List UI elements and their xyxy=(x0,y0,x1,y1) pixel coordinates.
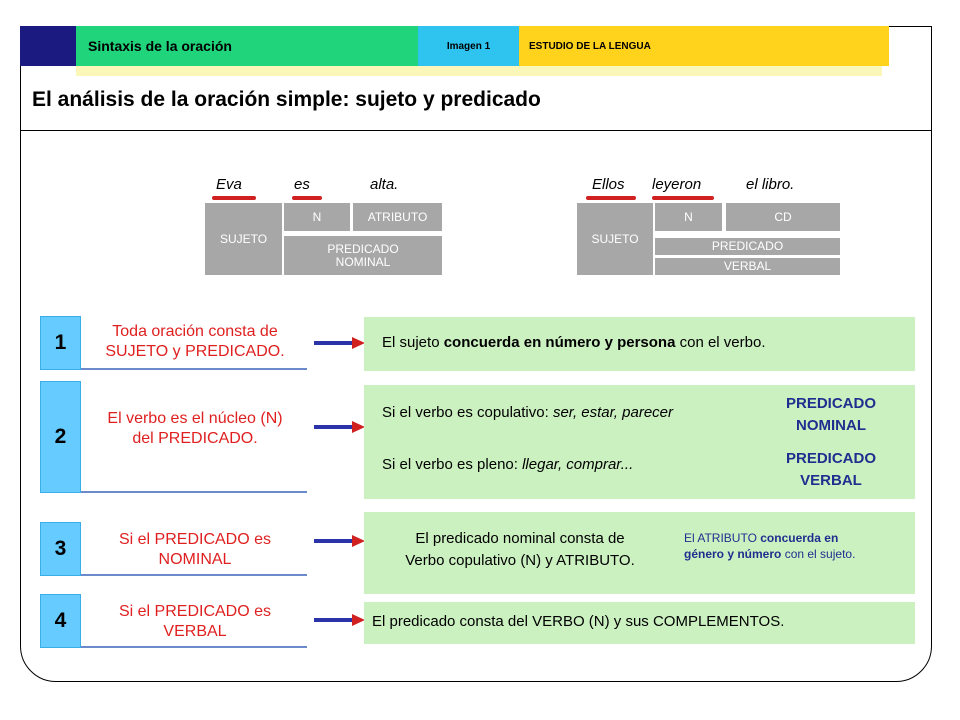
rule2-arrow-icon xyxy=(314,420,366,434)
rule1-statement-line1: Toda oración consta de xyxy=(112,323,278,340)
example1-attribute-box: ATRIBUTO xyxy=(353,203,442,231)
example2-subject-box: SUJETO xyxy=(577,203,653,275)
rule1-arrow-icon xyxy=(314,336,366,350)
rule2-full-verbs: llegar, comprar... xyxy=(522,456,634,473)
rule2-full-pre: Si el verbo es pleno: xyxy=(382,456,523,473)
page-title: El análisis de la oración simple: sujeto y predicado xyxy=(32,88,541,111)
rule4-number-tab: 4 xyxy=(40,594,81,648)
rule2-statement-line1: El verbo es el núcleo (N) xyxy=(107,410,283,427)
rule2-underline xyxy=(81,491,307,493)
rule1-number-tab: 1 xyxy=(40,316,81,370)
title-divider xyxy=(20,130,932,131)
header-course-label: Sintaxis de la oración xyxy=(88,38,232,54)
rule1-panel xyxy=(364,317,915,371)
example1-word-attribute: alta. xyxy=(370,176,399,193)
header-section xyxy=(519,26,889,66)
rule3-number-tab: 3 xyxy=(40,522,81,576)
rule3-note-b: concuerda en xyxy=(760,531,839,545)
rule3-note-d: con el sujeto. xyxy=(781,547,856,561)
rule4-panel xyxy=(364,602,915,644)
example2-word-subject: Ellos xyxy=(592,176,625,193)
example2-subject-underline xyxy=(586,196,636,200)
rule4-underline xyxy=(81,646,307,648)
rule4-statement-line1: Si el PREDICADO es xyxy=(118,603,272,620)
rule2-copulative-result-line1: PREDICADO xyxy=(785,395,876,412)
header-section-label: ESTUDIO DE LA LENGUA xyxy=(529,40,651,52)
rule4-panel-text: El predicado consta del VERBO (N) y sus COMPLEMENTOS. xyxy=(372,613,785,630)
example1-word-subject: Eva xyxy=(216,176,242,193)
example1-predicate-line1: PREDICADO xyxy=(327,241,399,256)
rule4-arrow-icon xyxy=(314,613,366,627)
rule3-note-c: género y número xyxy=(684,547,782,561)
rule3-panel-line1: El predicado nominal consta de xyxy=(415,530,625,547)
rule2-copulative-verbs: ser, estar, parecer xyxy=(552,404,673,421)
header-image xyxy=(418,26,519,66)
rule2-copulative-result-line2: NOMINAL xyxy=(796,417,866,434)
example1-subject-box: SUJETO xyxy=(205,203,282,275)
example2-verb-underline xyxy=(652,196,714,200)
example1-predicate-box xyxy=(284,236,442,275)
header-image-label: Imagen 1 xyxy=(446,40,491,52)
rule3-statement-line1: Si el PREDICADO es xyxy=(118,531,272,548)
example1-predicate-line2: NOMINAL xyxy=(335,254,391,269)
rule4-statement-line2: VERBAL xyxy=(163,623,227,640)
rule3-statement xyxy=(84,530,306,570)
example1-verb-underline xyxy=(292,196,322,200)
rule2-number-tab: 2 xyxy=(40,381,81,493)
rule3-note-a: El ATRIBUTO xyxy=(684,531,761,545)
rule2-copulative-line xyxy=(382,404,673,421)
example2-object-box: CD xyxy=(726,203,840,231)
rule3-statement-line2: NOMINAL xyxy=(158,551,232,568)
rule3-panel xyxy=(364,512,915,594)
rule3-underline xyxy=(81,574,307,576)
example2-predicate-bottom: VERBAL xyxy=(655,258,840,275)
rule1-panel-text xyxy=(382,334,766,351)
rule3-attribute-note xyxy=(684,530,914,562)
example2-nucleus-box: N xyxy=(655,203,722,231)
rule1-underline xyxy=(81,368,307,370)
example1-nucleus-box: N xyxy=(284,203,350,231)
rule2-panel xyxy=(364,385,915,499)
rule1-panel-pre: El sujeto xyxy=(382,334,444,351)
example2-word-verb: leyeron xyxy=(652,176,702,193)
header-underbar xyxy=(76,66,882,76)
rule2-statement xyxy=(84,409,306,449)
rule2-statement-line2: del PREDICADO. xyxy=(132,430,258,447)
rule2-full-line xyxy=(382,456,633,473)
rule1-panel-post: con el verbo. xyxy=(675,334,766,351)
rule2-copulative-pre: Si el verbo es copulativo: xyxy=(382,404,553,421)
rule3-panel-line2: Verbo copulativo (N) y ATRIBUTO. xyxy=(405,552,635,569)
rule1-statement xyxy=(84,322,306,362)
rule2-full-result xyxy=(756,448,906,492)
rule1-statement-line2: SUJETO y PREDICADO. xyxy=(105,343,285,360)
rule2-copulative-result xyxy=(756,393,906,437)
rule2-full-result-line2: VERBAL xyxy=(800,472,862,489)
example1-subject-underline xyxy=(212,196,256,200)
rule1-panel-bold: concuerda en número y persona xyxy=(443,334,676,351)
rule3-arrow-icon xyxy=(314,534,366,548)
example2-predicate-top: PREDICADO xyxy=(655,238,840,255)
example1-word-verb: es xyxy=(294,176,310,193)
rule3-panel-text xyxy=(370,528,670,572)
rule4-statement xyxy=(84,602,306,642)
rule2-full-result-line1: PREDICADO xyxy=(785,450,876,467)
header-course xyxy=(76,26,418,66)
example2-word-object: el libro. xyxy=(746,176,795,193)
header-navy-block xyxy=(20,26,76,66)
